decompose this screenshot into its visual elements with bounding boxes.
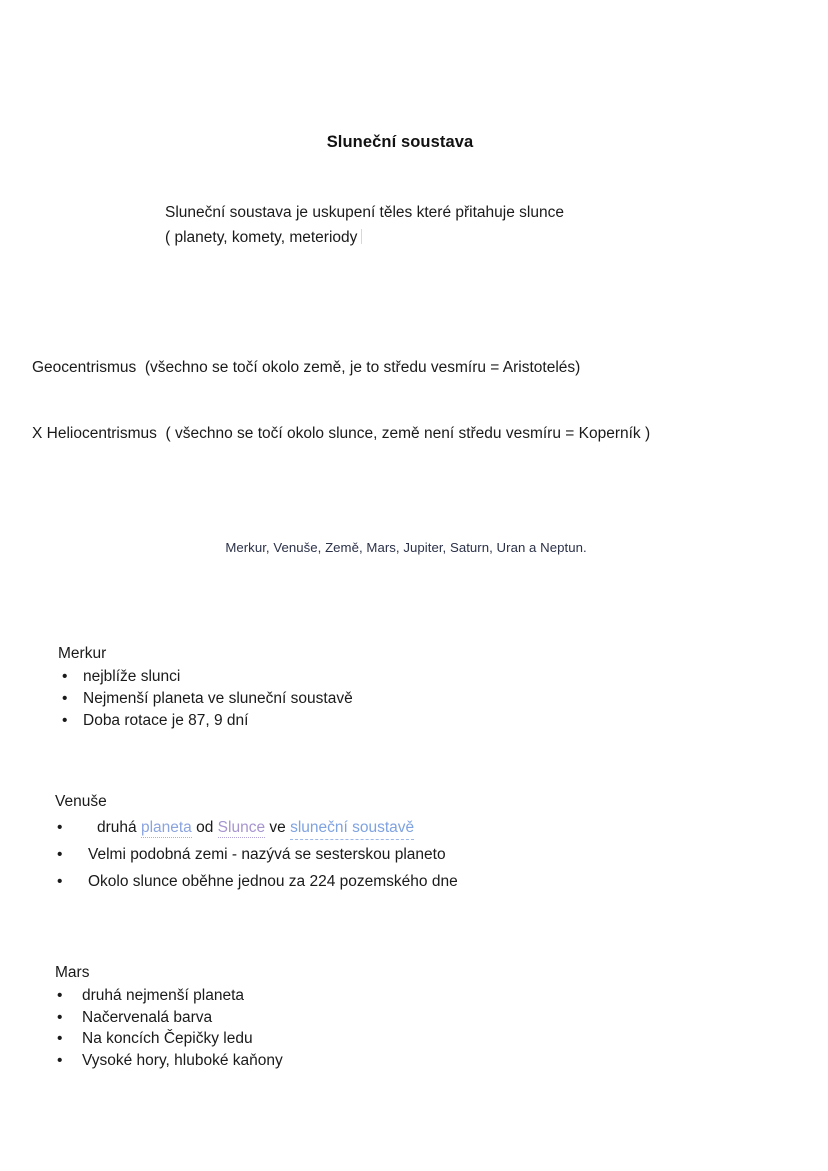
link-slunecni-soustave[interactable]: sluneční soustavě (290, 819, 414, 840)
list-item (55, 985, 283, 1007)
list-item (55, 1007, 283, 1029)
intro-paragraph (165, 200, 564, 250)
list-item-text: Doba rotace je 87, 9 dní (83, 712, 249, 729)
link-slunce[interactable]: Slunce (217, 819, 266, 836)
list-item-text: Na koncích Čepičky ledu (82, 1030, 253, 1047)
list-item-text: Vysoké hory, hluboké kaňony (82, 1051, 283, 1069)
list-item-text: Načervenalá barva (82, 1008, 213, 1026)
section-mars (55, 964, 283, 1071)
list-item (58, 666, 353, 688)
section-title-venuse: Venuše (55, 793, 107, 810)
bullet-icon: • (57, 873, 63, 890)
section-title-mars: Mars (55, 964, 90, 981)
bullet-icon: • (62, 712, 68, 729)
list-item (55, 868, 458, 895)
planet-list-line: Merkur, Venuše, Země, Mars, Jupiter, Saturn, Uran a Neptun. (225, 540, 587, 555)
section-merkur (58, 645, 353, 732)
list-item-text: Okolo slunce oběhne jednou za 224 pozemského dne (88, 873, 458, 890)
list-item-text: Nejmenší planeta ve sluneční soustavě (83, 690, 353, 707)
intro-line-2: ( planety, komety, meteriody (165, 229, 358, 246)
text-fragment: ve (265, 819, 291, 836)
bullet-icon: • (62, 668, 68, 685)
bullet-icon: • (62, 690, 68, 707)
list-item (55, 1050, 283, 1072)
link-planeta[interactable]: planeta (140, 819, 192, 836)
bullet-icon: • (57, 1008, 63, 1026)
bullet-list-merkur (58, 666, 353, 732)
list-item (55, 841, 458, 868)
list-item-text: Velmi podobná zemi - nazývá se sesterskou planeto (88, 846, 446, 863)
text-fragment: druhá (97, 819, 141, 836)
text-fragment: od (191, 819, 218, 836)
statement-geocentrismus: Geocentrismus (všechno se točí okolo země, je to středu vesmíru = Aristotelés) (32, 359, 581, 376)
list-item (58, 688, 353, 710)
intro-line-1: Sluneční soustava je uskupení těles které přitahuje slunce (165, 204, 564, 221)
bullet-icon: • (57, 987, 63, 1004)
bullet-icon: • (57, 1030, 63, 1047)
section-title-merkur: Merkur (58, 645, 107, 662)
text-caret (361, 229, 362, 244)
list-item (55, 814, 458, 841)
bullet-list-mars (55, 985, 283, 1071)
list-item-text-rich (97, 819, 414, 840)
bullet-icon: • (57, 846, 63, 863)
list-item (58, 710, 353, 732)
page-title: Sluneční soustava (326, 133, 474, 151)
bullet-icon: • (57, 1051, 63, 1069)
list-item (55, 1028, 283, 1050)
list-item-text: nejblíže slunci (83, 668, 181, 685)
bullet-icon: • (57, 819, 63, 836)
section-venuse (55, 793, 458, 895)
list-item-text: druhá nejmenší planeta (82, 987, 245, 1004)
bullet-list-venuse (55, 814, 458, 895)
statement-heliocentrismus: X Heliocentrismus ( všechno se točí okolo slunce, země není středu vesmíru = Koperník ) (32, 425, 651, 442)
